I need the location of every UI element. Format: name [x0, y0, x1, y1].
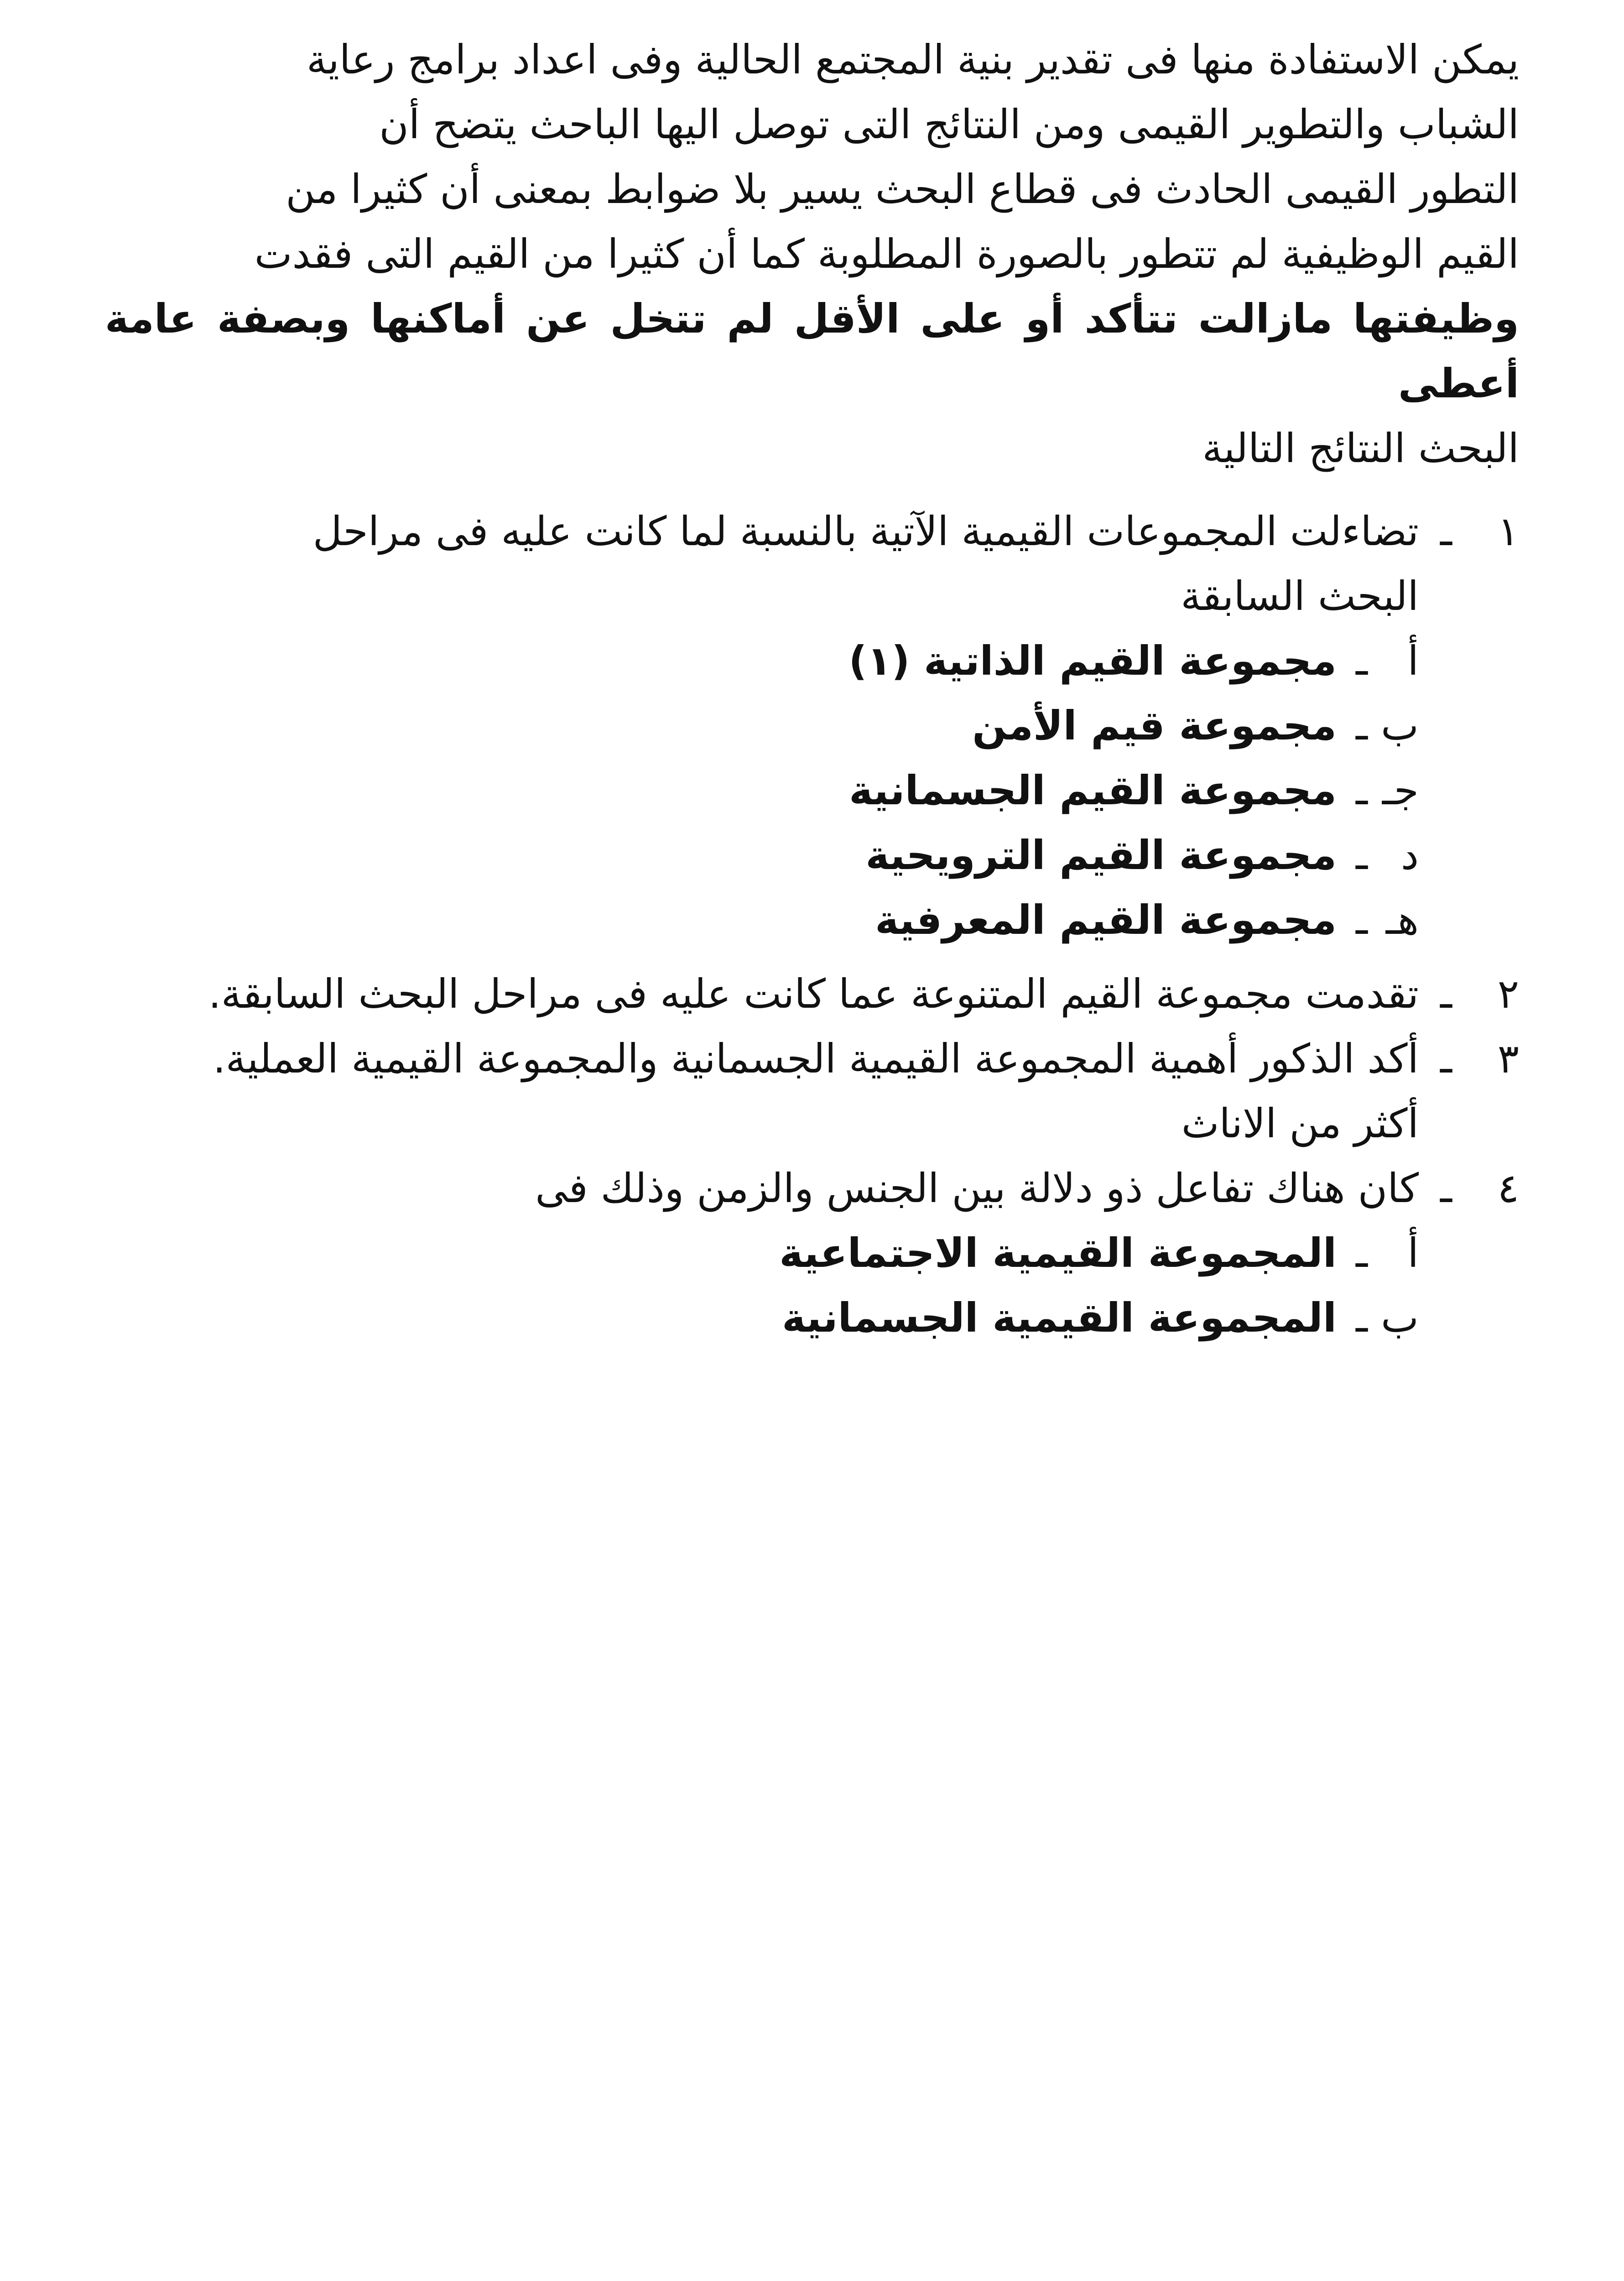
- item-dash: ـ: [1440, 1035, 1452, 1082]
- paragraph-line: التطور القيمى الحادث فى قطاع البحث يسير بلا ضوابط بمعنى أن كثيرا من: [286, 166, 1519, 213]
- sub-item-text: مجموعة القيم الجسمانية: [849, 767, 1337, 814]
- sub-item: [105, 888, 1419, 953]
- sub-item-text: مجموعة القيم الذاتية (١): [848, 637, 1337, 684]
- item-number: ٢: [1497, 970, 1519, 1017]
- sub-item-text: المجموعة القيمية الاجتماعية: [779, 1229, 1337, 1276]
- sub-item-dash: ـ: [1356, 1229, 1368, 1276]
- item-dash: ـ: [1440, 508, 1452, 555]
- sub-item-letter: أ: [1407, 637, 1419, 684]
- sub-item-letter: جـ: [1382, 767, 1419, 814]
- item-dash: ـ: [1440, 1165, 1452, 1212]
- sub-item-letter: د: [1400, 832, 1419, 879]
- item-text: تقدمت مجموعة القيم المتنوعة عما كانت عليه فى مراحل البحث السابقة.: [208, 970, 1419, 1017]
- sub-item: [105, 1286, 1419, 1350]
- item-text: أكد الذكور أهمية المجموعة القيمية الجسمانية والمجموعة القيمية العملية.: [213, 1035, 1419, 1082]
- sub-item-dash: ـ: [1356, 702, 1368, 749]
- intro-paragraph: [105, 27, 1519, 481]
- item-text: تضاءلت المجموعات القيمية الآتية بالنسبة لما كانت عليه فى مراحل: [312, 508, 1419, 555]
- sub-item-letter: ب: [1381, 702, 1419, 749]
- sub-item: [105, 758, 1419, 823]
- result-4-sublist: [105, 1221, 1419, 1350]
- sub-item-text: المجموعة القيمية الجسمانية: [782, 1294, 1337, 1341]
- item-text: أكثر من الاناث: [1181, 1100, 1419, 1147]
- sub-item-dash: ـ: [1356, 896, 1368, 943]
- item-body: [105, 499, 1419, 629]
- paragraph-line: القيم الوظيفية لم تتطور بالصورة المطلوبة كما أن كثيرا من القيم التى فقدت: [254, 230, 1519, 277]
- sub-item: [105, 1221, 1419, 1286]
- paragraph-line: الشباب والتطوير القيمى ومن النتائج التى توصل اليها الباحث يتضح أن: [379, 101, 1519, 148]
- sub-item-dash: ـ: [1356, 637, 1368, 684]
- result-1-sublist: [105, 629, 1419, 953]
- sub-item: [105, 823, 1419, 888]
- sub-item-text: مجموعة القيم الترويحية: [865, 832, 1337, 879]
- item-number: ١: [1497, 508, 1519, 555]
- sub-item: [105, 693, 1419, 758]
- item-text: البحث السابقة: [1181, 573, 1419, 620]
- paragraph-line: البحث النتائج التالية: [1202, 425, 1519, 472]
- item-number: ٤: [1497, 1165, 1519, 1212]
- sub-item-text: مجموعة القيم المعرفية: [875, 896, 1337, 943]
- result-item-3: [105, 1026, 1519, 1156]
- sub-item-dash: ـ: [1356, 1294, 1368, 1341]
- sub-item-letter: ب: [1381, 1294, 1419, 1341]
- item-text: كان هناك تفاعل ذو دلالة بين الجنس والزمن وذلك فى: [535, 1165, 1419, 1212]
- result-item-4: [105, 1156, 1519, 1221]
- document-page: [105, 27, 1519, 2281]
- sub-item-text: مجموعة قيم الأمن: [972, 702, 1337, 749]
- sub-item-letter: هـ: [1385, 896, 1419, 943]
- sub-item-dash: ـ: [1356, 832, 1368, 879]
- sub-item-letter: أ: [1407, 1229, 1419, 1276]
- item-body: [105, 1026, 1419, 1156]
- paragraph-line: يمكن الاستفادة منها فى تقدير بنية المجتمع الحالية وفى اعداد برامج رعاية: [307, 36, 1519, 83]
- result-item-2: [105, 962, 1519, 1026]
- item-body: [105, 1156, 1419, 1221]
- item-number: ٣: [1497, 1035, 1519, 1082]
- result-item-1: [105, 499, 1519, 629]
- item-body: [105, 962, 1419, 1026]
- sub-item-dash: ـ: [1356, 767, 1368, 814]
- sub-item: [105, 629, 1419, 693]
- results-list: [105, 499, 1519, 1350]
- paragraph-line: وظيفتها مازالت تتأكد أو على الأقل لم تتخل عن أماكنها وبصفة عامة أعطى: [105, 295, 1519, 407]
- item-dash: ـ: [1440, 970, 1452, 1017]
